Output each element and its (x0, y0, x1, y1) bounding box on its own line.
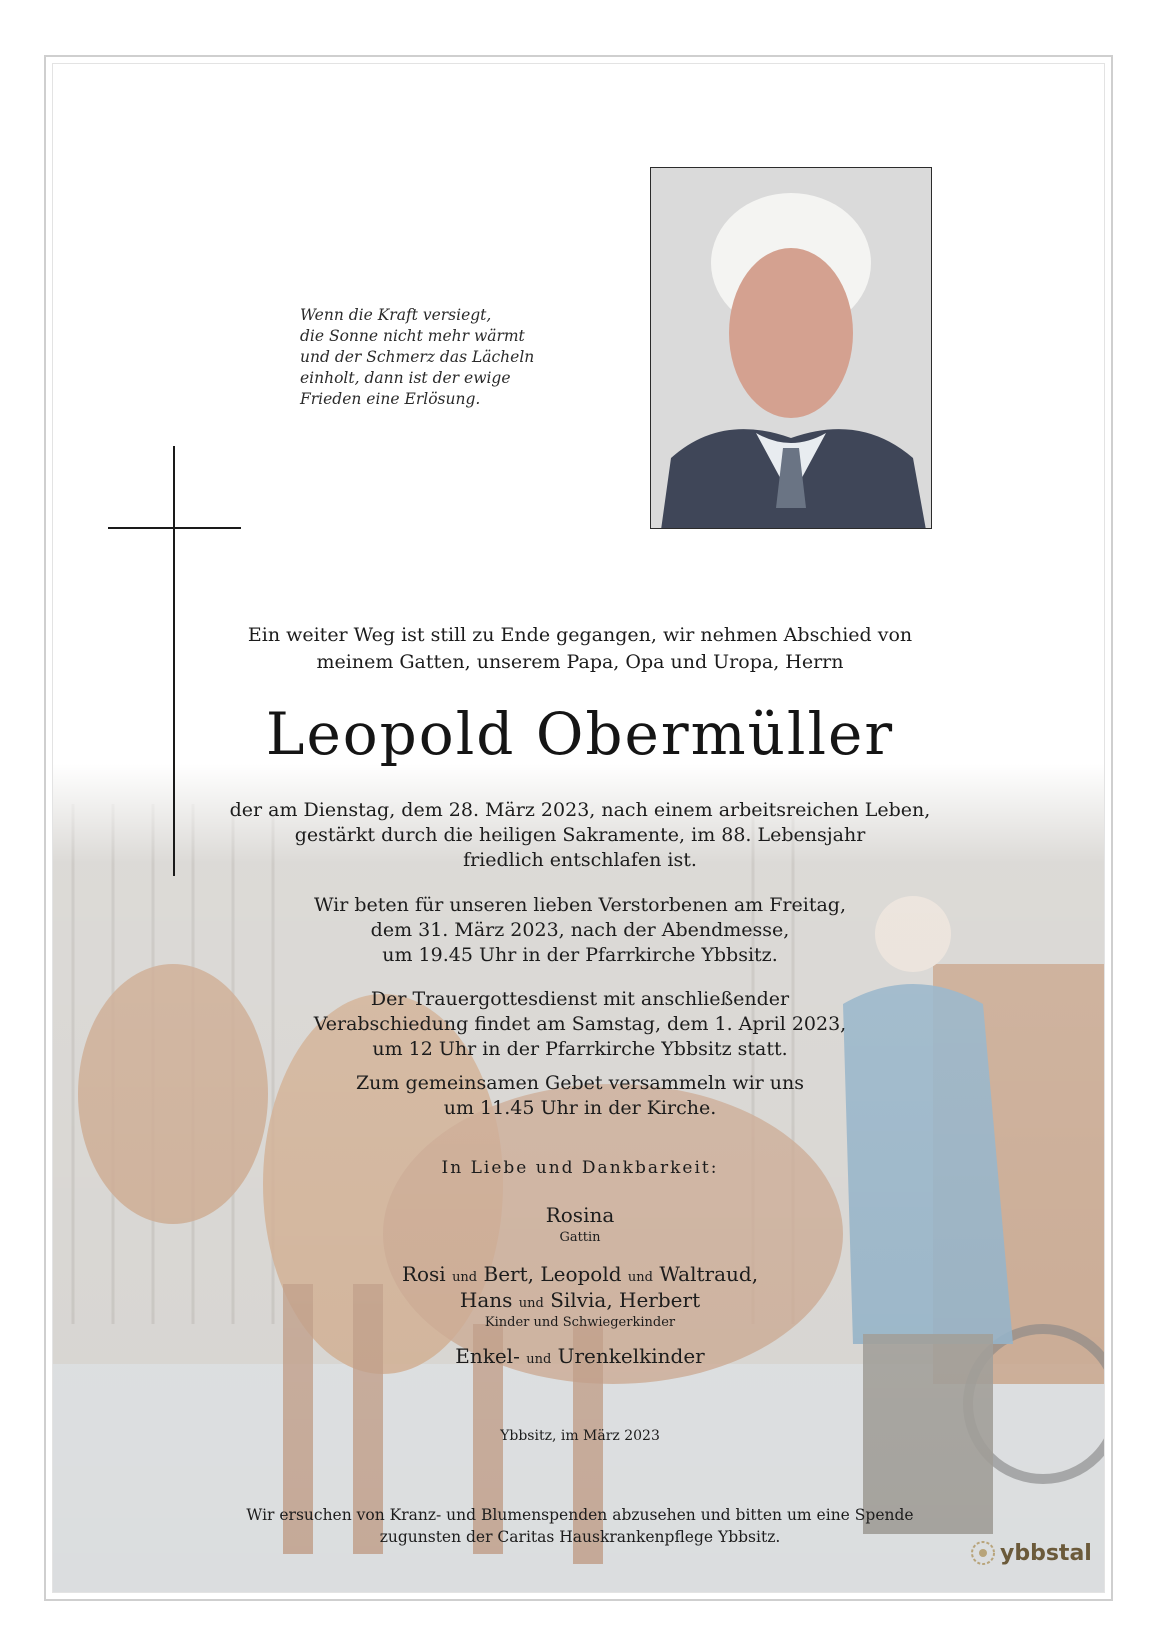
quote-text: Wenn die Kraft versiegt, die Sonne nicht mehr wärmt und der Schmerz das Lächeln einholt, dann ist der ewige Frieden eine Erlösung. (300, 306, 535, 408)
place-date: Ybbsitz, im März 2023 (500, 1428, 660, 1444)
death-details: der am Dienstag, dem 28. März 2023, nach einem arbeitsreichen Leben, gestärkt durch die heiligen Sakramente, im 88. Lebensjahr friedlich entschlafen ist. (229, 799, 931, 871)
spouse-role: Gattin (559, 1230, 601, 1245)
thanks-heading: In Liebe und Dankbarkeit: (441, 1158, 719, 1178)
and-word: und (627, 1270, 653, 1285)
donation-note: Wir ersuchen von Kranz- und Blumenspenden abzusehen und bitten um eine Spende zugunsten der Caritas Hauskrankenpflege Ybbsitz. (246, 1506, 914, 1546)
ybbstal-logo (970, 1540, 1092, 1566)
spouse-name: Rosina (545, 1203, 615, 1227)
prayer-details: Wir beten für unseren lieben Verstorbenen am Freitag, dem 31. März 2023, nach der Abendmesse, um 19.45 Uhr in der Pfarrkirche Ybbsitz. (313, 894, 846, 966)
child-silvia-herbert: Silvia, Herbert (550, 1288, 701, 1312)
children-line-1 (0, 1262, 1160, 1286)
and-word: und (452, 1270, 478, 1285)
child-bert-leopold: Bert, Leopold (483, 1262, 622, 1286)
children-role: Kinder und Schwiegerkinder (484, 1315, 676, 1330)
and-word: und (526, 1352, 552, 1367)
child-hans: Hans (459, 1288, 513, 1312)
logo-text: ybbstal (1000, 1540, 1092, 1566)
children-line-2 (0, 1288, 1160, 1312)
and-word: und (518, 1296, 544, 1311)
funeral-service-details: Der Trauergottesdienst mit anschließender Verabschiedung findet am Samstag, dem 1. April 2023, um 12 Uhr in der Pfarrkirche Ybbsitz statt. (313, 988, 847, 1060)
portrait-photo (650, 167, 932, 529)
deceased-name: Leopold Obermüller (265, 700, 895, 768)
cross-horizontal (108, 527, 241, 529)
child-waltraud: Waltraud, (659, 1262, 759, 1286)
great-grandchildren: Urenkelkinder (557, 1344, 705, 1368)
prayer-gathering-details: Zum gemeinsamen Gebet versammeln wir uns um 11.45 Uhr in der Kirche. (355, 1072, 805, 1119)
child-rosi: Rosi (401, 1262, 446, 1286)
ybbstal-logo-icon (970, 1540, 996, 1566)
grandchildren: Enkel- (455, 1344, 520, 1368)
intro-text: Ein weiter Weg ist still zu Ende gegangen, wir nehmen Abschied von meinem Gatten, unserem Papa, Opa und Uropa, Herrn (247, 624, 913, 673)
grandchildren-line (0, 1344, 1160, 1368)
background-horses-photo (53, 764, 1105, 1593)
